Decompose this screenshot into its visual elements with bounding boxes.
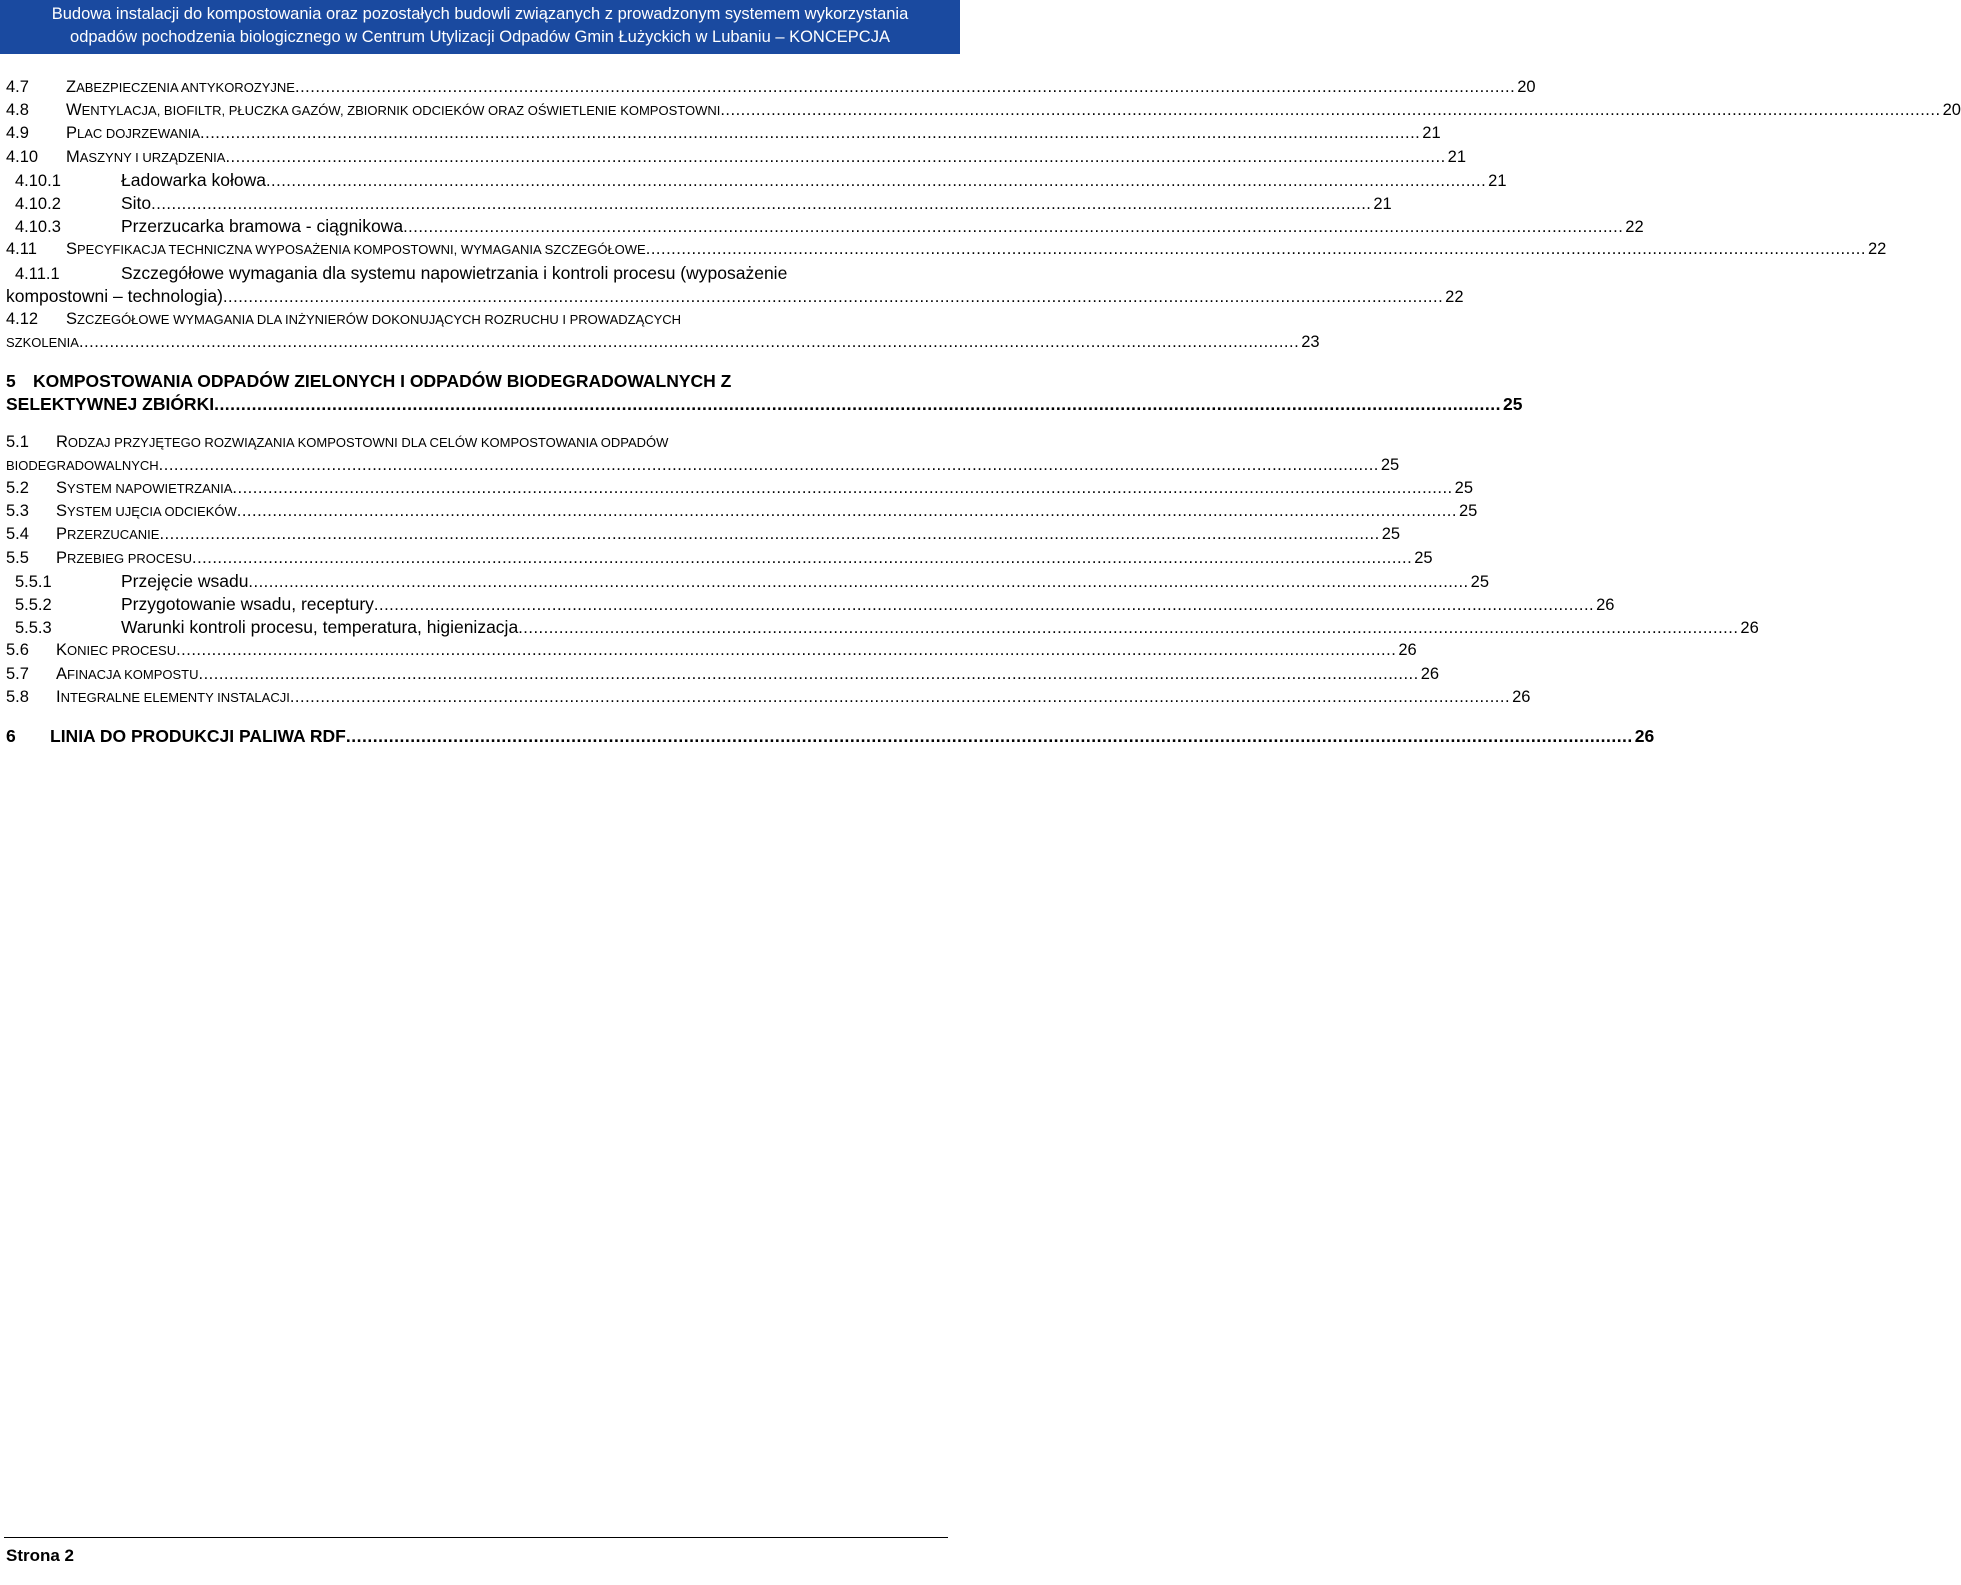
toc-title: Przerzucarka bramowa - ciągnikowa (121, 216, 404, 237)
toc-page: 25 (1380, 455, 1400, 474)
toc-title: Ładowarka kołowa (121, 169, 266, 190)
toc-title: PRZERZUCANIE (56, 525, 160, 544)
toc-page: 21 (1447, 147, 1467, 166)
toc-page: 25 (1458, 502, 1478, 521)
toc-leader (159, 523, 1379, 546)
toc-leader (720, 99, 1940, 122)
toc-number: 5.3 (6, 502, 29, 521)
toc-entry-5-4[interactable] (6, 523, 1401, 546)
toc-entry-5-6[interactable] (6, 639, 1417, 662)
toc-number: 5.4 (6, 525, 29, 544)
toc-leader (176, 639, 1396, 662)
toc-entry-4-10-1[interactable] (6, 169, 1507, 192)
toc-entry-4-11[interactable] (6, 238, 1887, 261)
toc-leader (646, 238, 1866, 261)
toc-page: 23 (1301, 333, 1320, 352)
toc-leader (223, 286, 1443, 309)
toc-leader (225, 146, 1445, 169)
toc-leader (151, 193, 1371, 216)
toc-title-continued: BIODEGRADOWALNYCH (6, 457, 159, 473)
toc-number: 5.7 (6, 664, 29, 683)
toc-title-continued: kompostowni – technologia) (6, 285, 223, 306)
toc-number: 5.6 (6, 641, 29, 660)
toc-entry-5[interactable] (6, 370, 1523, 416)
toc-entry-4-12[interactable] (6, 308, 1320, 354)
toc-page: 21 (1373, 194, 1392, 213)
toc-number: 4.11.1 (15, 264, 60, 283)
toc-page: 22 (1445, 287, 1464, 306)
header-line-1: Budowa instalacji do kompostowania oraz pozostałych budowli związanych z prowadzonym systemem wykorzystania (51, 5, 909, 23)
toc-leader (266, 170, 1486, 193)
toc-entry-5-2[interactable] (6, 477, 1473, 500)
toc-leader (374, 594, 1594, 617)
toc-leader (346, 725, 1633, 748)
toc-entry-5-5-1[interactable] (6, 570, 1489, 593)
toc-title-continued: SELEKTYWNEJ ZBIÓRKI (6, 394, 215, 415)
toc-page: 22 (1625, 218, 1644, 237)
toc-title: SPECYFIKACJA TECHNICZNA WYPOSAŻENIA KOMPOSTOWNI, WYMAGANIA SZCZEGÓŁOWE (66, 240, 646, 259)
toc-entry-4-10-3[interactable] (6, 215, 1644, 238)
toc-title: Szczegółowe wymagania dla systemu napowietrzania i kontroli procesu (wyposażenie (121, 262, 788, 283)
toc-entry-4-10-2[interactable] (6, 192, 1392, 215)
toc-leader (403, 216, 1623, 239)
toc-number: 6 (6, 725, 16, 746)
toc-leader (248, 571, 1468, 594)
toc-page: 25 (1502, 394, 1523, 415)
toc-entry-6[interactable] (6, 725, 1655, 748)
toc-leader (237, 500, 1457, 523)
toc-leader (518, 617, 1738, 640)
toc-leader (295, 76, 1515, 99)
toc-number: 4.7 (6, 78, 29, 96)
table-of-contents (6, 76, 1961, 748)
toc-leader (198, 663, 1418, 686)
toc-page: 25 (1381, 525, 1401, 544)
toc-title: Przejęcie wsadu (121, 570, 249, 591)
toc-page: 26 (1512, 687, 1531, 706)
toc-page: 26 (1596, 595, 1615, 614)
toc-number: 5.2 (6, 479, 29, 497)
document-header (0, 0, 960, 54)
toc-title: AFINACJA KOMPOSTU (56, 664, 199, 683)
toc-number: 4.9 (6, 124, 29, 143)
footer-divider (4, 1537, 948, 1538)
toc-page: 21 (1488, 171, 1507, 190)
toc-number: 5.5 (6, 548, 29, 567)
toc-title: MASZYNY I URZĄDZENIA (66, 147, 226, 166)
toc-leader (159, 454, 1379, 477)
toc-entry-5-3[interactable] (6, 500, 1478, 523)
toc-entry-4-10[interactable] (6, 146, 1467, 169)
toc-page: 26 (1634, 725, 1655, 746)
toc-number: 5.5.1 (15, 572, 52, 591)
toc-number: 4.10.1 (15, 171, 61, 190)
toc-page: 25 (1414, 548, 1433, 567)
toc-title-continued: SZKOLENIA (6, 335, 79, 351)
toc-number: 5.8 (6, 687, 29, 706)
toc-number: 4.10 (6, 147, 39, 166)
toc-title: Sito (121, 192, 152, 213)
toc-entry-5-5-2[interactable] (6, 593, 1615, 616)
toc-title: SYSTEM UJĘCIA ODCIEKÓW (56, 502, 237, 521)
toc-entry-4-7[interactable] (6, 76, 1536, 99)
toc-title: WENTYLACJA, BIOFILTR, PŁUCZKA GAZÓW, ZBIORNIK ODCIEKÓW ORAZ OŚWIETLENIE KOMPOSTOWNI (66, 101, 721, 120)
toc-number: 4.12 (6, 309, 39, 328)
toc-leader (200, 122, 1420, 145)
toc-leader (214, 393, 1501, 416)
toc-title: Warunki kontroli procesu, temperatura, higienizacja (121, 617, 519, 638)
toc-title: SYSTEM NAPOWIETRZANIA (56, 479, 233, 497)
toc-entry-5-5[interactable] (6, 547, 1433, 570)
toc-entry-5-1[interactable] (6, 431, 1400, 477)
toc-entry-4-9[interactable] (6, 122, 1441, 145)
toc-entry-4-11-1[interactable] (6, 262, 1464, 308)
toc-leader (192, 547, 1412, 570)
toc-page: 20 (1942, 101, 1961, 120)
toc-title: RODZAJ PRZYJĘTEGO ROZWIĄZANIA KOMPOSTOWNI DLA CELÓW KOMPOSTOWANIA ODPADÓW (56, 432, 669, 451)
toc-page: 21 (1422, 124, 1441, 143)
page-number: Strona 2 (6, 1546, 75, 1565)
toc-title: PLAC DOJRZEWANIA (66, 124, 201, 143)
toc-leader (290, 686, 1510, 709)
toc-page: 22 (1867, 240, 1887, 259)
toc-page: 25 (1454, 479, 1473, 497)
header-line-2: odpadów pochodzenia biologicznego w Centrum Utylizacji Odpadów Gmin Łużyckich w Lubaniu – KONCEPCJA (70, 28, 890, 46)
toc-entry-5-8[interactable] (6, 686, 1531, 709)
toc-number: 4.11 (6, 240, 37, 259)
toc-title: LINIA DO PRODUKCJI PALIWA RDF (50, 725, 346, 746)
toc-page: 20 (1517, 78, 1536, 96)
toc-number: 5.5.2 (15, 595, 52, 614)
toc-title: Przygotowanie wsadu, receptury (121, 593, 374, 614)
toc-title: INTEGRALNE ELEMENTY INSTALACJI (56, 687, 290, 706)
toc-page: 25 (1470, 572, 1489, 591)
toc-number: 5.5.3 (15, 619, 52, 638)
toc-title: ZABEZPIECZENIA ANTYKOROZYJNE (66, 78, 295, 96)
toc-title: PRZEBIEG PROCESU (56, 548, 192, 567)
toc-number: 4.10.2 (15, 194, 61, 213)
toc-entry-4-8[interactable] (6, 99, 1961, 122)
toc-entry-5-7[interactable] (6, 663, 1440, 686)
toc-title: SZCZEGÓŁOWE WYMAGANIA DLA INŻYNIERÓW DOKONUJĄCYCH ROZRUCHU I PROWADZĄCYCH (66, 309, 682, 328)
toc-title: KOMPOSTOWANIA ODPADÓW ZIELONYCH I ODPADÓW BIODEGRADOWALNYCH Z (33, 371, 732, 392)
toc-title: KONIEC PROCESU (56, 641, 177, 660)
toc-page: 26 (1740, 619, 1759, 638)
toc-number: 5 (6, 371, 16, 392)
toc-entry-5-5-3[interactable] (6, 616, 1759, 639)
toc-number: 4.8 (6, 101, 29, 120)
toc-number: 5.1 (6, 432, 29, 451)
toc-number: 4.10.3 (15, 218, 61, 237)
toc-leader (79, 331, 1299, 354)
toc-page: 26 (1420, 664, 1440, 683)
toc-leader (232, 477, 1452, 500)
toc-page: 26 (1398, 641, 1417, 660)
